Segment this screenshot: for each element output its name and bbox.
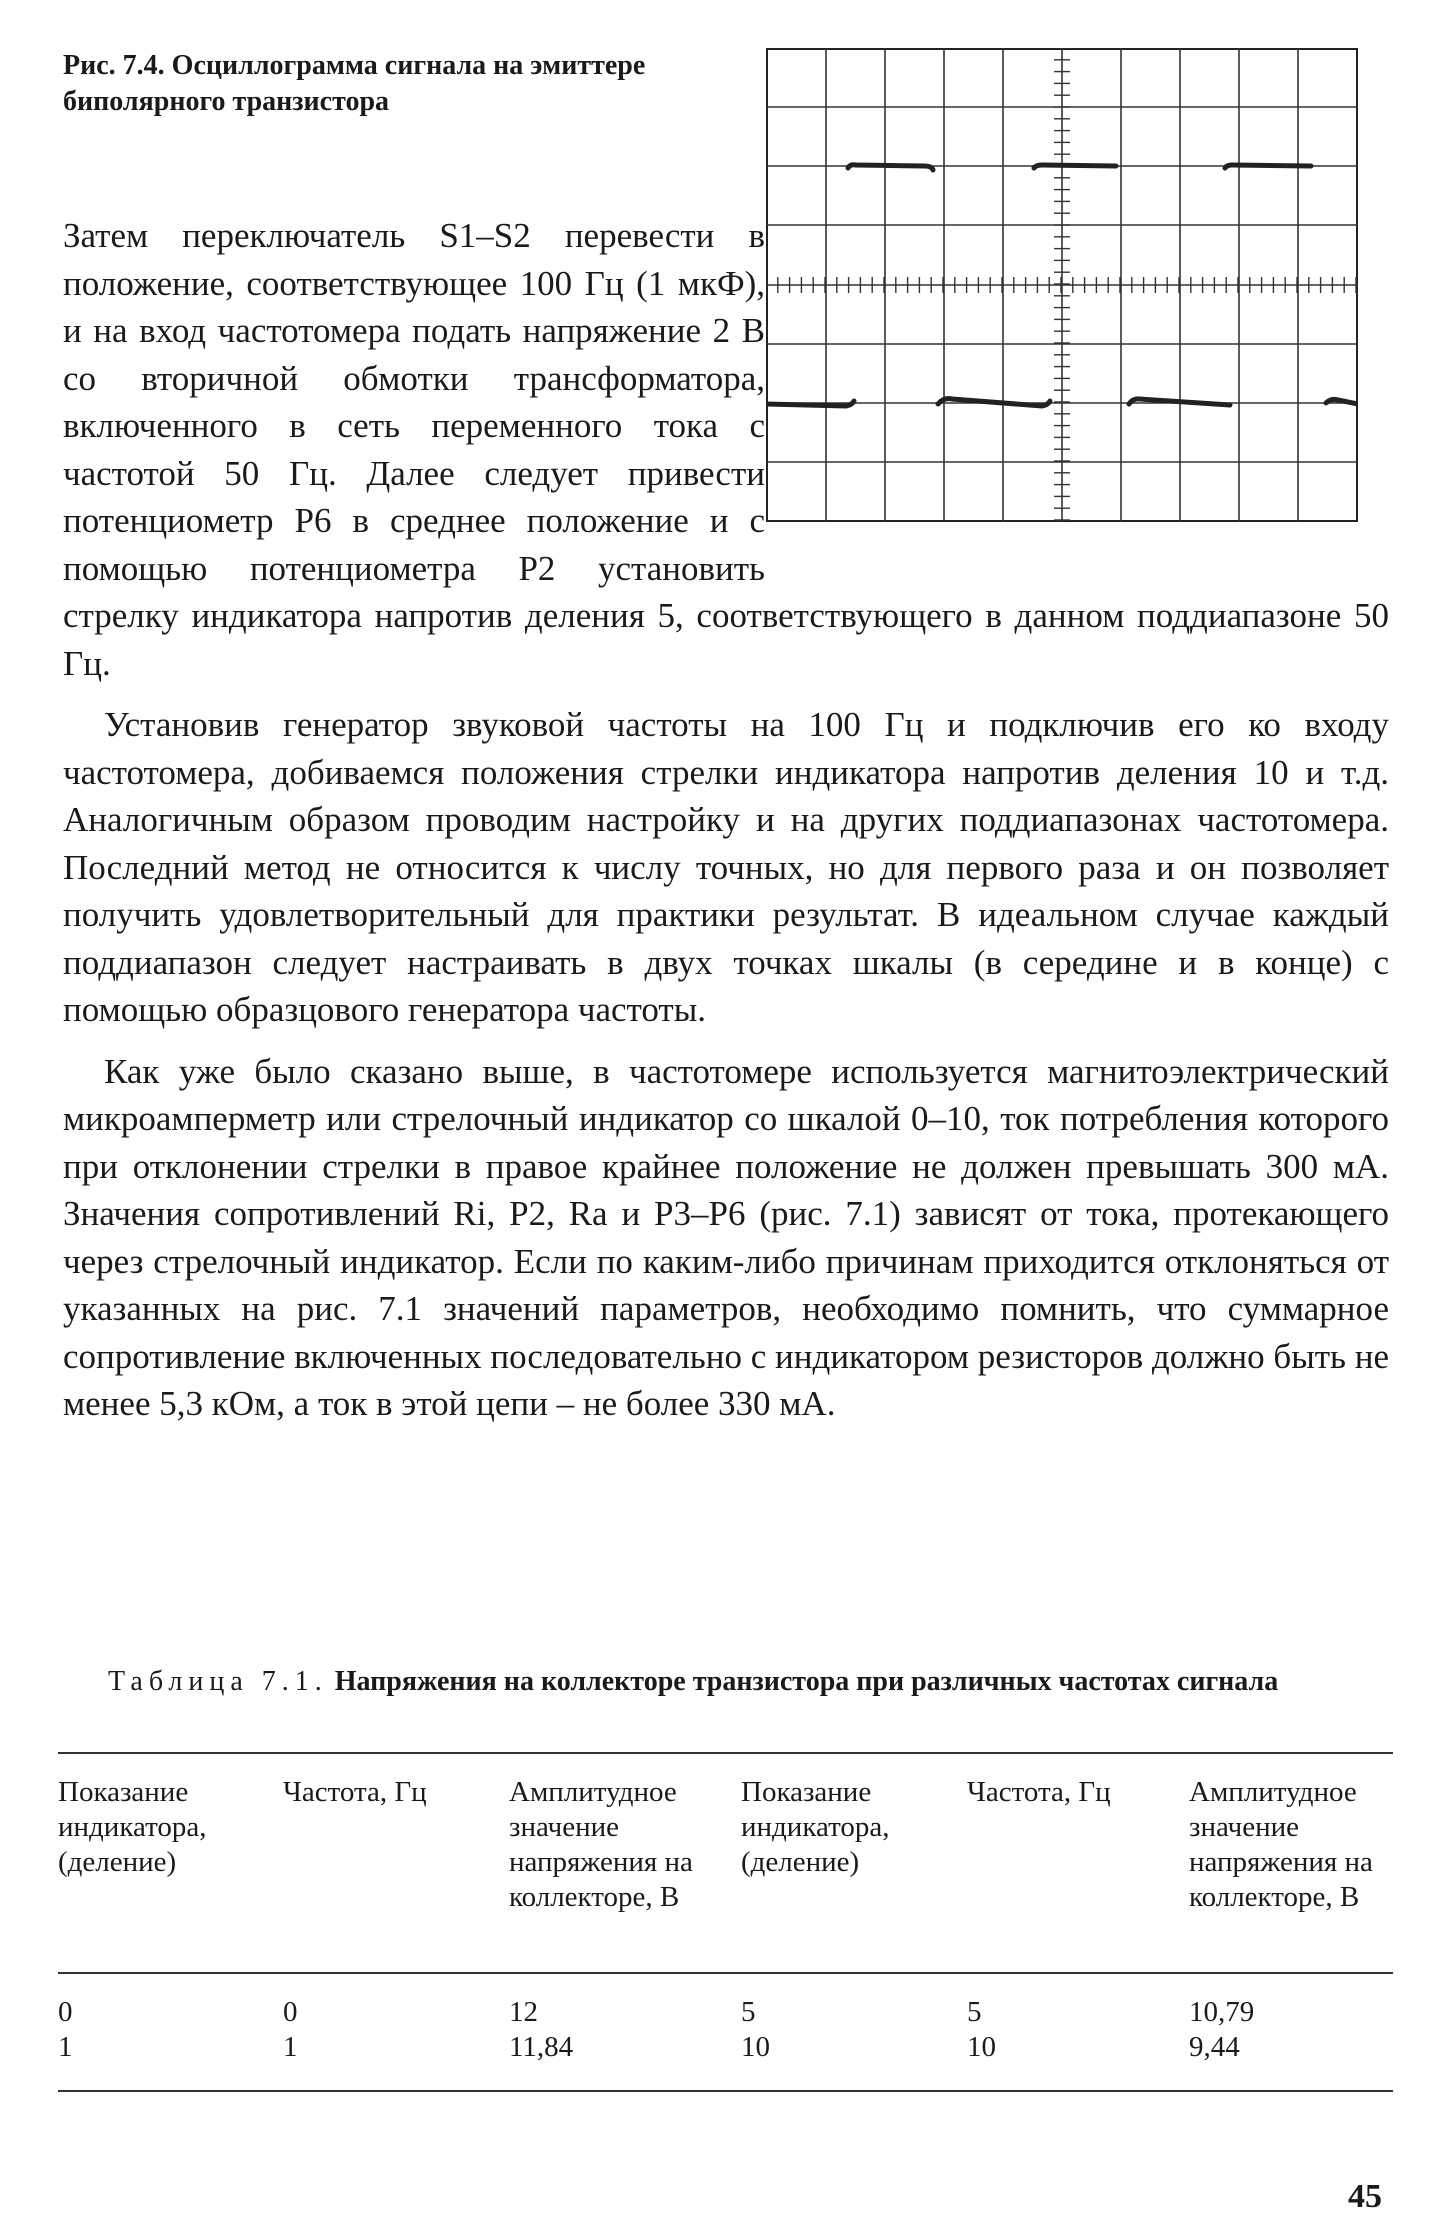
header-frequency-2: Частота, Гц <box>967 1776 1111 1808</box>
header-indicator-1: Показание индикатора, (деление) <box>58 1776 207 1878</box>
table-cell: 0 <box>283 1996 298 2028</box>
table-top-rule <box>58 1752 1393 1754</box>
paragraph-2: Установив генератор звуковой частоты на 100 Гц и подключив его ко входу частотомера, добиваемся положения стрелки индикатора напротив деления 10 и т.д. Аналогичным образом проводим настройку и на других поддиапазонах частотомера. Последний метод не относится к числу точных, но для первого раза и он позволяет получить удовлетворительный для практики результат. В идеальном случае каждый поддиапазон следует настраивать в двух точках шкалы (в середине и в конце) с помощью образцового генератора частоты. <box>63 705 1389 1029</box>
paragraph-1: Затем переключатель S1–S2 перевести в положение, соответствующее 100 Гц (1 мкФ), и на вход частотомера подать напряжение 2 В со вторичной обмотки трансформатора, включенного в сеть переменного тока с частотой 50 Гц. Далее следует привести потенциометр P6 в среднее положение и с помощью потенциометра P2 установить стрелку индикатора напротив деления 5, соответствующего в данном поддиапазоне 50 Гц. <box>63 216 1389 683</box>
table-row <box>58 2030 1393 2065</box>
table-cell: 10 <box>741 2031 770 2063</box>
table-title <box>108 1664 1338 1700</box>
page-number: 45 <box>1348 2178 1382 2215</box>
data-table <box>58 1775 1393 2065</box>
figure-caption: Рис. 7.4. Осциллограмма сигнала на эмиттере биполярного транзистора <box>63 50 646 117</box>
table-cell: 1 <box>283 2031 298 2063</box>
table-cell: 11,84 <box>509 2031 574 2063</box>
table-cell: 10 <box>967 2031 996 2063</box>
header-amplitude-2: Амплитудное значение напряжения на коллекторе, В <box>1189 1776 1373 1913</box>
table-cell: 5 <box>741 1996 756 2028</box>
table-title-text: Напряжения на коллекторе транзистора при различных частотах сигнала <box>334 1666 1279 1697</box>
table-label: Таблица 7.1. <box>108 1666 328 1697</box>
header-indicator-2: Показание индикатора, (деление) <box>741 1776 890 1878</box>
table-cell: 10,79 <box>1189 1996 1255 2028</box>
body-text <box>63 212 1389 1428</box>
paragraph-3: Как уже было сказано выше, в частотомере используется магнитоэлектрический микроамперметр или стрелочный индикатор со шкалой 0–10, ток потребления которого при отклонении стрелки в правое крайнее положение не должен превышать 300 мА. Значения сопротивлений Ri, P2, Ra и P3–P6 (рис. 7.1) зависят от тока, протекающего через стрелочный индикатор. Если по каким-либо причинам приходится отклоняться от указанных на рис. 7.1 значений параметров, необходимо помнить, что суммарное сопротивление включенных последовательно с индикатором резисторов должно быть не менее 5,3 кОм, а ток в этой цепи – не более 330 мА. <box>63 1051 1389 1423</box>
header-frequency-1: Частота, Гц <box>283 1776 427 1808</box>
table-cell: 1 <box>58 2031 73 2063</box>
table-row <box>58 1995 1393 2030</box>
table-cell: 9,44 <box>1189 2031 1240 2063</box>
table-cell: 12 <box>509 1996 538 2028</box>
table-cell: 5 <box>967 1996 982 2028</box>
table-cell: 0 <box>58 1996 73 2028</box>
header-amplitude-1: Амплитудное значение напряжения на коллекторе, В <box>509 1776 693 1913</box>
table-bottom-rule <box>58 2090 1393 2092</box>
